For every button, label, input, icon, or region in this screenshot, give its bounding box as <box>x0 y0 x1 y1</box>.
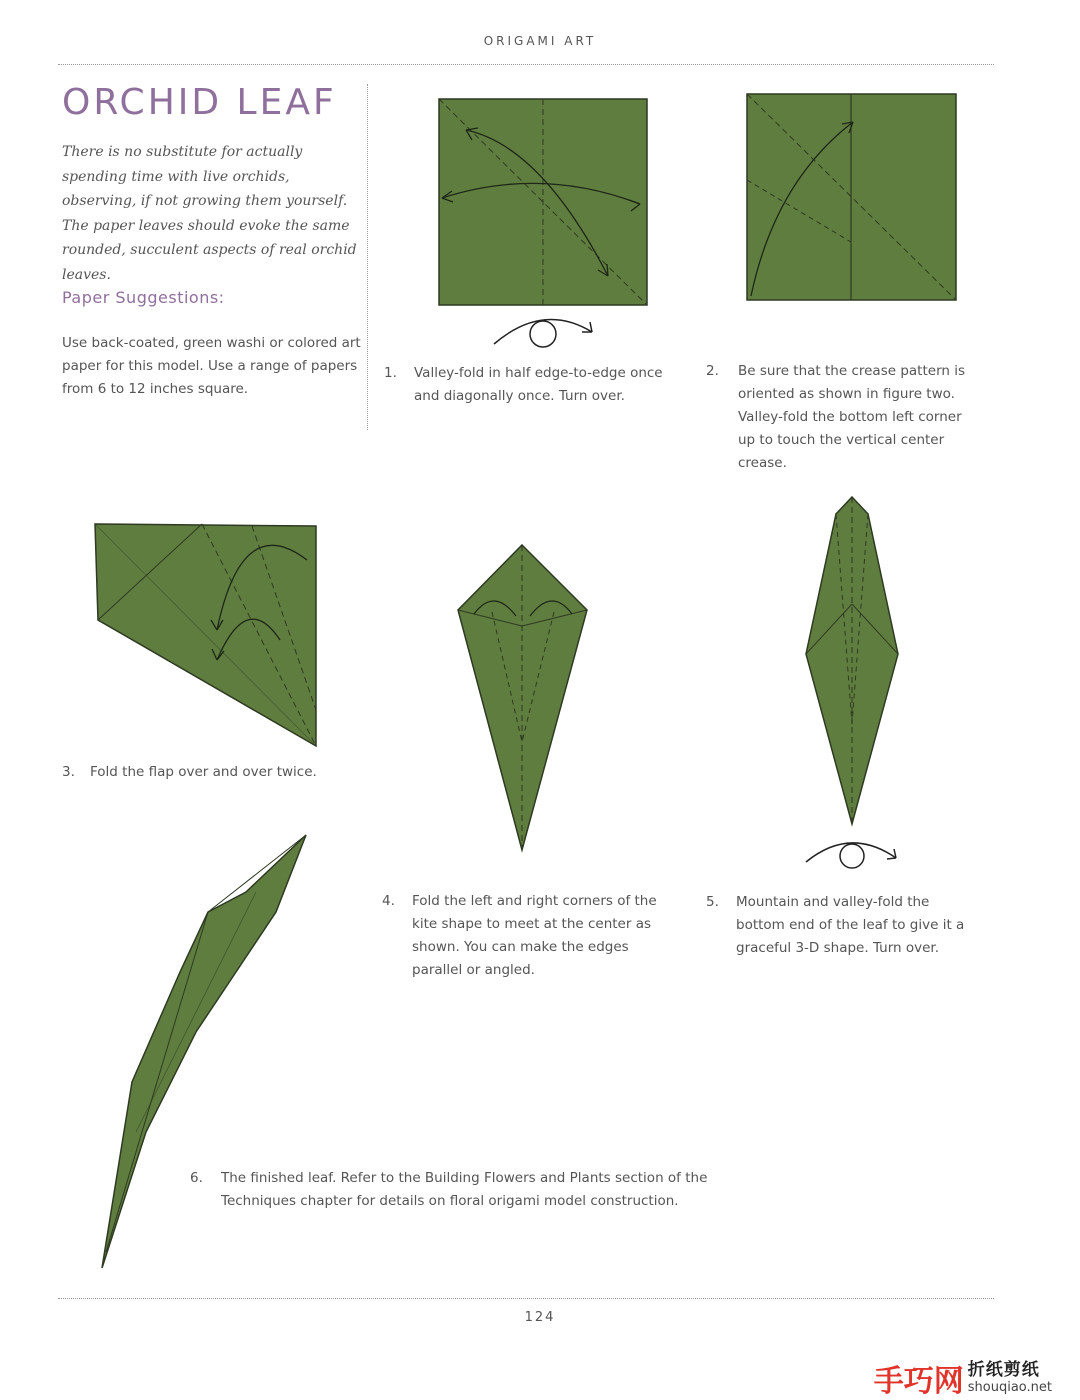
step-5-text: Mountain and valley-fold the bottom end of the leaf to give it a graceful 3-D shape. Turn over. <box>736 894 965 956</box>
page-title: ORCHID LEAF <box>62 82 337 123</box>
running-title: ORIGAMI ART <box>483 34 597 48</box>
step-1-text: Valley-fold in half edge-to-edge once and diagonally once. Turn over. <box>414 365 663 404</box>
top-divider <box>58 64 994 65</box>
watermark-brand: 手巧网 <box>873 1364 964 1399</box>
watermark-side <box>968 1362 1052 1394</box>
figure-3-diagram <box>92 520 322 750</box>
column-divider <box>367 84 368 430</box>
watermark-cn: 折纸剪纸 <box>967 1360 1040 1380</box>
step-2-text: Be sure that the crease pattern is oriented as shown in figure two. Valley-fold the bottom left corner up to touch the vertical center crease. <box>738 363 966 471</box>
figure-4-diagram <box>454 542 594 854</box>
step-3-number: 3. <box>62 764 75 780</box>
paper-suggestions-heading: Paper Suggestions: <box>62 288 225 307</box>
step-4-number: 4. <box>382 893 395 909</box>
figure-2-diagram <box>745 92 960 302</box>
step-5-number: 5. <box>706 894 719 910</box>
step-4-text: Fold the left and right corners of the kite shape to meet at the center as shown. You can make the edges parallel or angled. <box>412 893 657 978</box>
page-number: 124 <box>524 1310 556 1325</box>
step-6-text: The finished leaf. Refer to the Building Flowers and Plants section of the Techniques chapter for details on floral origami model construction. <box>221 1170 708 1209</box>
intro-text: There is no substitute for actually spending time with live orchids, observing, if not growing them yourself. The paper leaves should evoke the same rounded, succulent aspects of real orchid leaves. <box>62 144 357 283</box>
watermark-logo <box>874 1356 1052 1400</box>
step-1-number: 1. <box>384 365 397 381</box>
figure-5-diagram <box>800 494 910 878</box>
step-2-number: 2. <box>706 363 719 379</box>
figure-1-diagram <box>436 96 651 356</box>
bottom-divider <box>58 1298 994 1299</box>
paper-suggestions-text: Use back-coated, green washi or colored art paper for this model. Use a range of papers from 6 to 12 inches square. <box>62 335 361 397</box>
step-6-number: 6. <box>190 1170 203 1186</box>
watermark-url: shouqiao.net <box>967 1380 1052 1395</box>
step-3-text: Fold the flap over and over twice. <box>90 764 317 780</box>
